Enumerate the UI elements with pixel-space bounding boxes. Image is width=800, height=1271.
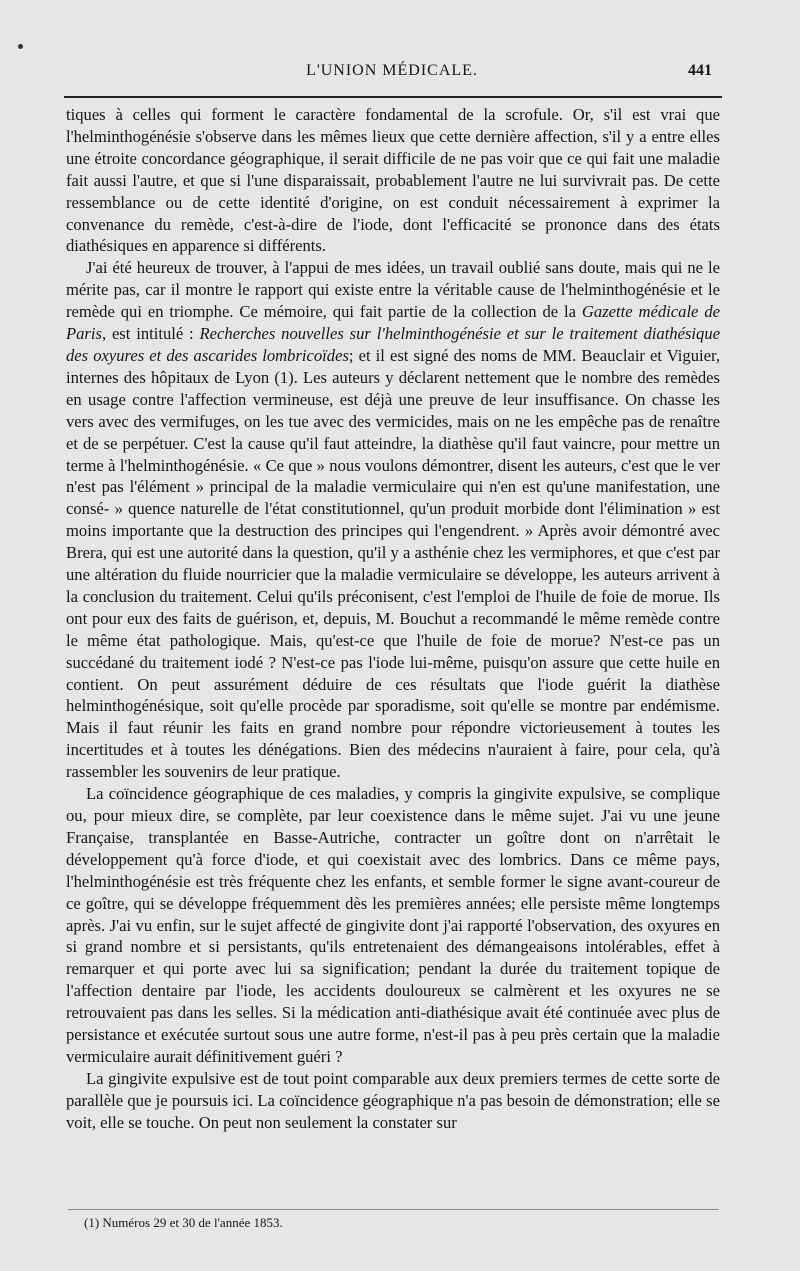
- ink-speck: [18, 44, 23, 49]
- paragraph-text: La coïncidence géographique de ces maladies, y compris la gingivite expulsive, se complique ou, pour mieux dire, se complète, par leur coexistence dans le même sujet. J'ai vu une jeune Française, transplantée en Basse-Autriche, contracter un goître dont on n'arrêtait le développement qu'à force d'iode, et qui coexistait avec des lombrics. Dans ce même pays, l'helminthogénésie est très fréquente chez les enfants, et semble former le signe avant-coureur de ce goître, qui se développe fréquemment dès les premières années; elle persiste même longtemps après. J'ai vu enfin, sur le sujet affecté de gingivite dont j'ai rapporté l'observation, des oxyures en si grand nombre et si persistants, qu'ils entretenaient des démangeaisons intolérables, effet à remarquer et qui porte avec lui sa signification; pendant la durée du traitement topique de l'affection dentaire par l'iode, les accidents douloureux se calmèrent et les oxyures ne se retrouvaient pas dans les selles. Si la médication anti-diathésique avait été continuée avec plus de persistance et exécutée surtout sous une autre forme, n'est-il pas à peu près certain que la maladie vermiculaire aurait définitivement guéri ?: [66, 784, 720, 1066]
- paragraph-text: La gingivite expulsive est de tout point comparable aux deux premiers termes de cette sorte de parallèle que je poursuis ici. La coïncidence géographique n'a pas besoin de démonstration; elle se voit, elle se touche. On peut non seulement la constater sur: [66, 1068, 720, 1132]
- italic-text: Recherches nouvelles sur l'helminthogénésie et sur le traitement diathésique des oxyures et des ascarides lombricoïdes: [66, 324, 720, 365]
- running-head: [64, 62, 720, 88]
- paragraph: [66, 104, 720, 257]
- paragraph: [66, 257, 720, 783]
- paragraph-text: tiques à celles qui forment le caractère fondamental de la scrofule. Or, s'il est vrai que l'helminthogénésie s'observe dans les mêmes lieux que cette dernière affection, s'il y a entre elles une étroite concordance géographique, il serait difficile de ne pas voir que ce qui fait une maladie fait aussi l'autre, et que si l'une disparaissait, probablement l'autre ne lui survivrait pas. De cette ressemblance ou de cette identité d'origine, on est conduit nécessairement à exprimer la convenance du remède, c'est-à-dire de l'iode, dont l'efficacité se prononce dans des états diathésiques en apparence si différents.: [66, 105, 720, 256]
- footnote: (1) Numéros 29 et 30 de l'année 1853.: [84, 1215, 283, 1230]
- journal-title: L'UNION MÉDICALE.: [306, 62, 478, 79]
- paragraph: [66, 1068, 720, 1134]
- article-body: [66, 104, 720, 1134]
- page-number: 441: [688, 62, 712, 79]
- italic-text: Gazette médicale de Paris: [66, 302, 720, 344]
- header-rule: [64, 96, 722, 98]
- footnote-rule: [68, 1209, 718, 1210]
- paragraph-text: J'ai été heureux de trouver, à l'appui de mes idées, un travail oublié sans doute, mais qui ne le mérite pas, car il montre le rapport qui existe entre la véritable cause de l'helminthogénésie et le remède qui en triomphe. Ce mémoire, qui fait partie de la collection de la: [66, 258, 720, 322]
- paragraph-text: , est intitulé :: [101, 324, 200, 344]
- paragraph-text: ; et il est signé des noms de MM. Beauclair et Viguier, internes des hôpitaux de Lyon (1). Les auteurs y déclarent nettement que le nombre des remèdes en usage contre l'affection vermineuse, est déjà une preuve de leur insuffisance. On chasse les vers avec des vermifuges, on les tue avec des vermicides, mais on ne les empêche pas de renaître et de se perpétuer. C'est la cause qu'il faut atteindre, la diathèse qu'il faut vaincre, pour mettre un terme à l'helminthogénésie. « Ce que » nous voulons démontrer, disent les auteurs, c'est que le ver n'est pas l'élément » principal de la maladie vermiculaire qui n'en est qu'une manifestation, une consé- » quence naturelle de l'état constitutionnel, qu'un produit morbide dont l'élimination » est moins importante que la destruction des principes qui l'engendrent. » Après avoir démontré avec Brera, qui est une autorité dans la question, qu'il y a asthénie chez les vermiphores, et que c'est par une altération du fluide nourricier que la maladie vermiculaire se développe, les auteurs arrivent à la conclusion du traitement. Celui qu'ils préconisent, c'est l'emploi de l'huile de foie de morue. Ils ont pour eux des faits de guérison, et, depuis, M. Bouchut a recommandé le même remède contre le même état pathologique. Mais, qu'est-ce que l'huile de foie de morue? N'est-ce pas un succédané du traitement iodé ? N'est-ce pas l'iode lui-même, puisqu'on assure que cette huile en contient. On peut assurément déduire de ces résultats que l'iode guérit la diathèse helminthogénésique, soit qu'elle procède par sporadisme, soit qu'elle se montre par endémisme. Mais il faut réunir les faits en grand nombre pour répondre victorieusement à toutes les incertitudes et à toutes les dénégations. Bien des médecins n'auraient à faire, pour cela, qu'à rassembler les souvenirs de leur pratique.: [66, 345, 720, 782]
- paragraph: [66, 783, 720, 1068]
